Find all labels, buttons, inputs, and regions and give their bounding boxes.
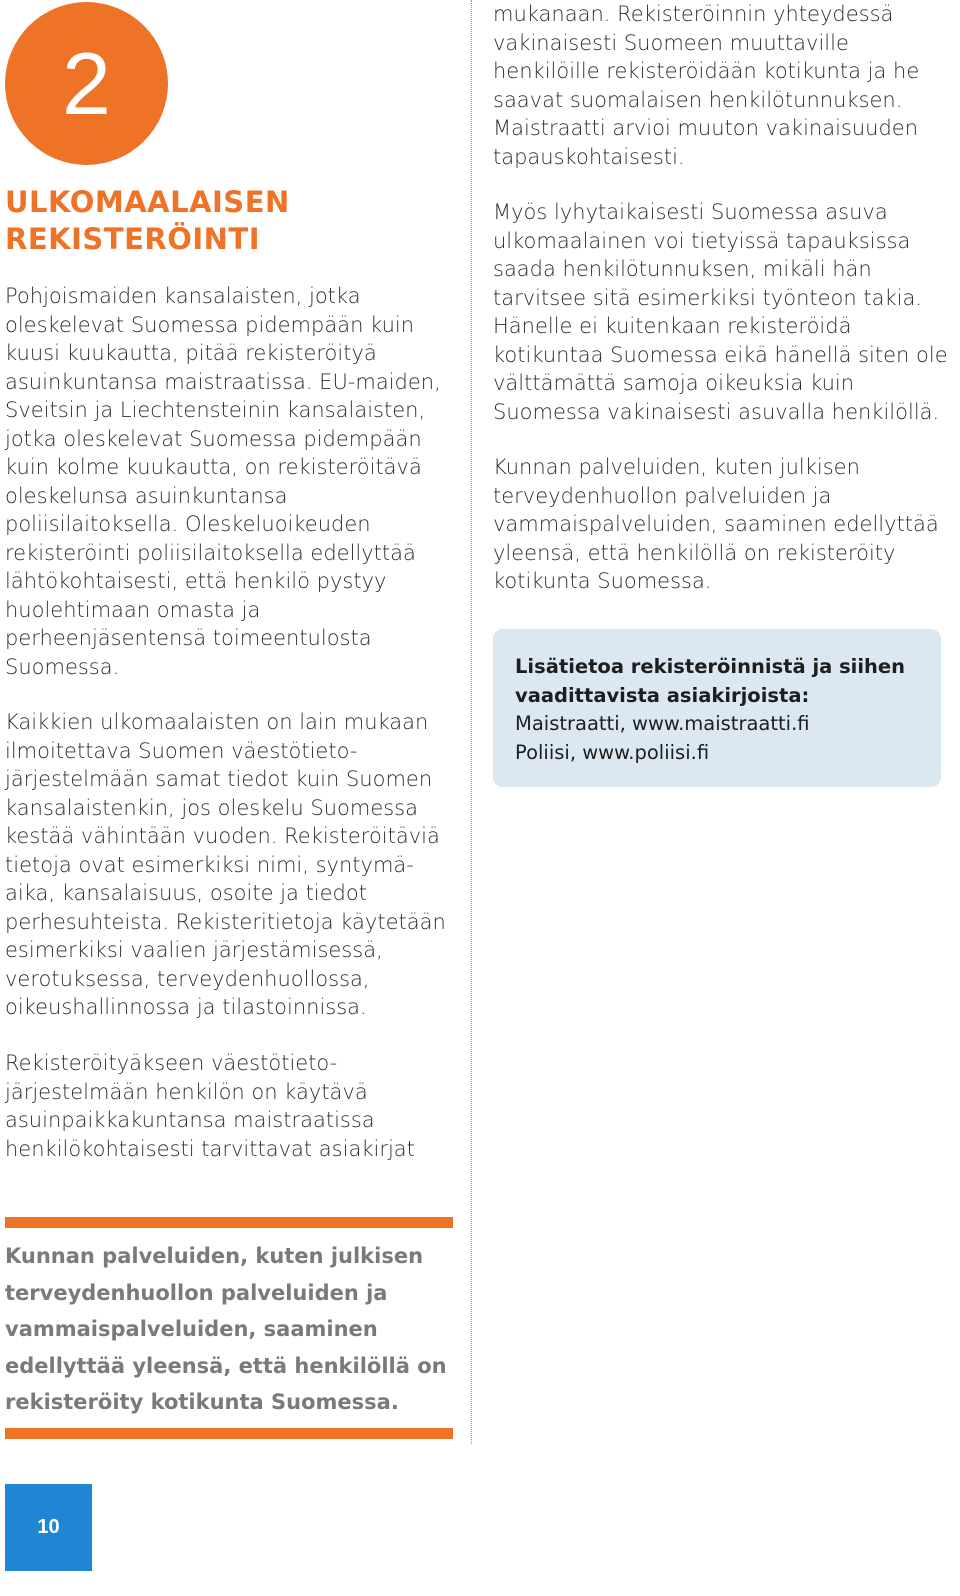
- column-divider: [471, 0, 472, 1444]
- info-link-poliisi[interactable]: Poliisi, www.poliisi.fi: [515, 740, 710, 764]
- info-link-maistraatti[interactable]: Maistraatti, www.maistraatti.fi: [515, 712, 810, 735]
- page-number: 10: [37, 1516, 60, 1538]
- right-paragraph-3: Kunnan palveluiden, kuten julkisen terveydenhuollon palveluiden ja vammaispalveluiden, saaminen edellyttää yleensä, että henkilöllä on rekisteröity kotikunta Suomessa.: [493, 455, 939, 593]
- right-paragraph-1: mukanaan. Rekisteröinnin yhteydessä vakinaisesti Suomeen muuttaville henkilöille rekisteröidään kotikunta ja he saavat suomalaisen henkilötunnuksen. Maistraatti arvioi muuton vakinaisuuden tapauskohtaisesti.: [493, 2, 920, 169]
- left-paragraph-3: Rekisteröityäkseen väestötieto-järjestelmään henkilön on käytävä asuinpaikkakuntansa maistraatissa henkilökohtaisesti tarvittavat asiakirjat: [5, 1051, 415, 1161]
- info-box-title: [515, 653, 919, 710]
- info-box: [493, 629, 941, 787]
- page-number-box: [5, 1484, 92, 1571]
- pullquote-top-rule: [5, 1217, 453, 1228]
- chapter-number-circle: [5, 2, 168, 165]
- pullquote-bottom-rule: [5, 1428, 453, 1439]
- left-paragraph-1: Pohjoismaiden kansalaisten, jotka oleskelevat Suomessa pidempään kuin kuusi kuukautta, pitää rekisteröityä asuinkuntansa maistraatissa. EU-maiden, Sveitsin ja Liechtensteinin kansalaisten, jotka oleskelevat Suomessa pidempään kuin kolme kuukautta, on rekisteröitävä oleskelunsa asuinkuntansa poliisilaitoksella. Oleskeluoikeuden rekisteröinti poliisilaitoksella edellyttää lähtökohtaisesti, että henkilö pystyy huolehtimaan omasta ja perheenjäsentensä toimeentulosta Suomessa.: [5, 284, 441, 679]
- pullquote-line: Kunnan palveluiden, kuten julkisen: [5, 1244, 424, 1268]
- info-box-title-line: Lisätietoa rekisteröinnistä ja siihen: [515, 655, 906, 678]
- heading-line: ULKOMAALAISEN: [5, 185, 290, 219]
- left-paragraph-2: Kaikkien ulkomaalaisten on lain mukaan ilmoitettava Suomen väestötieto-järjestelmään samat tiedot kuin Suomen kansalaistenkin, jos oleskelu Suomessa kestää vähintään vuoden. Rekisteröitäviä tietoja ovat esimerkiksi nimi, syntymä-aika, kansalaisuus, osoite ja tiedot perhesuhteista. Rekisteritietoja käytetään esimerkiksi vaalien järjestämisessä, verotuksessa, terveydenhuollossa, oikeushallinnossa ja tilastoinnissa.: [5, 710, 446, 1019]
- info-box-title-line: vaadittavista asiakirjoista:: [515, 683, 810, 707]
- pullquote: [5, 1238, 453, 1421]
- pullquote-line: terveydenhuollon palveluiden ja: [5, 1280, 388, 1305]
- chapter-number: 2: [62, 33, 111, 133]
- pullquote-line: rekisteröity kotikunta Suomessa.: [5, 1390, 399, 1414]
- right-paragraph-2: Myös lyhytaikaisesti Suomessa asuva ulkomaalainen voi tietyissä tapauksissa saada henkilötunnuksen, mikäli hän tarvitsee sitä esimerkiksi työnteon takia. Hänelle ei kuitenkaan rekisteröidä kotikuntaa Suomessa eikä hänellä siten ole välttämättä samoja oikeuksia kuin Suomessa vakinaisesti asuvalla henkilöllä.: [493, 200, 948, 424]
- pullquote-line: vammaispalveluiden, saaminen: [5, 1317, 378, 1341]
- pullquote-line: edellyttää yleensä, että henkilöllä on: [5, 1353, 447, 1378]
- heading-line: REKISTERÖINTI: [5, 222, 260, 256]
- section-heading: [5, 184, 445, 258]
